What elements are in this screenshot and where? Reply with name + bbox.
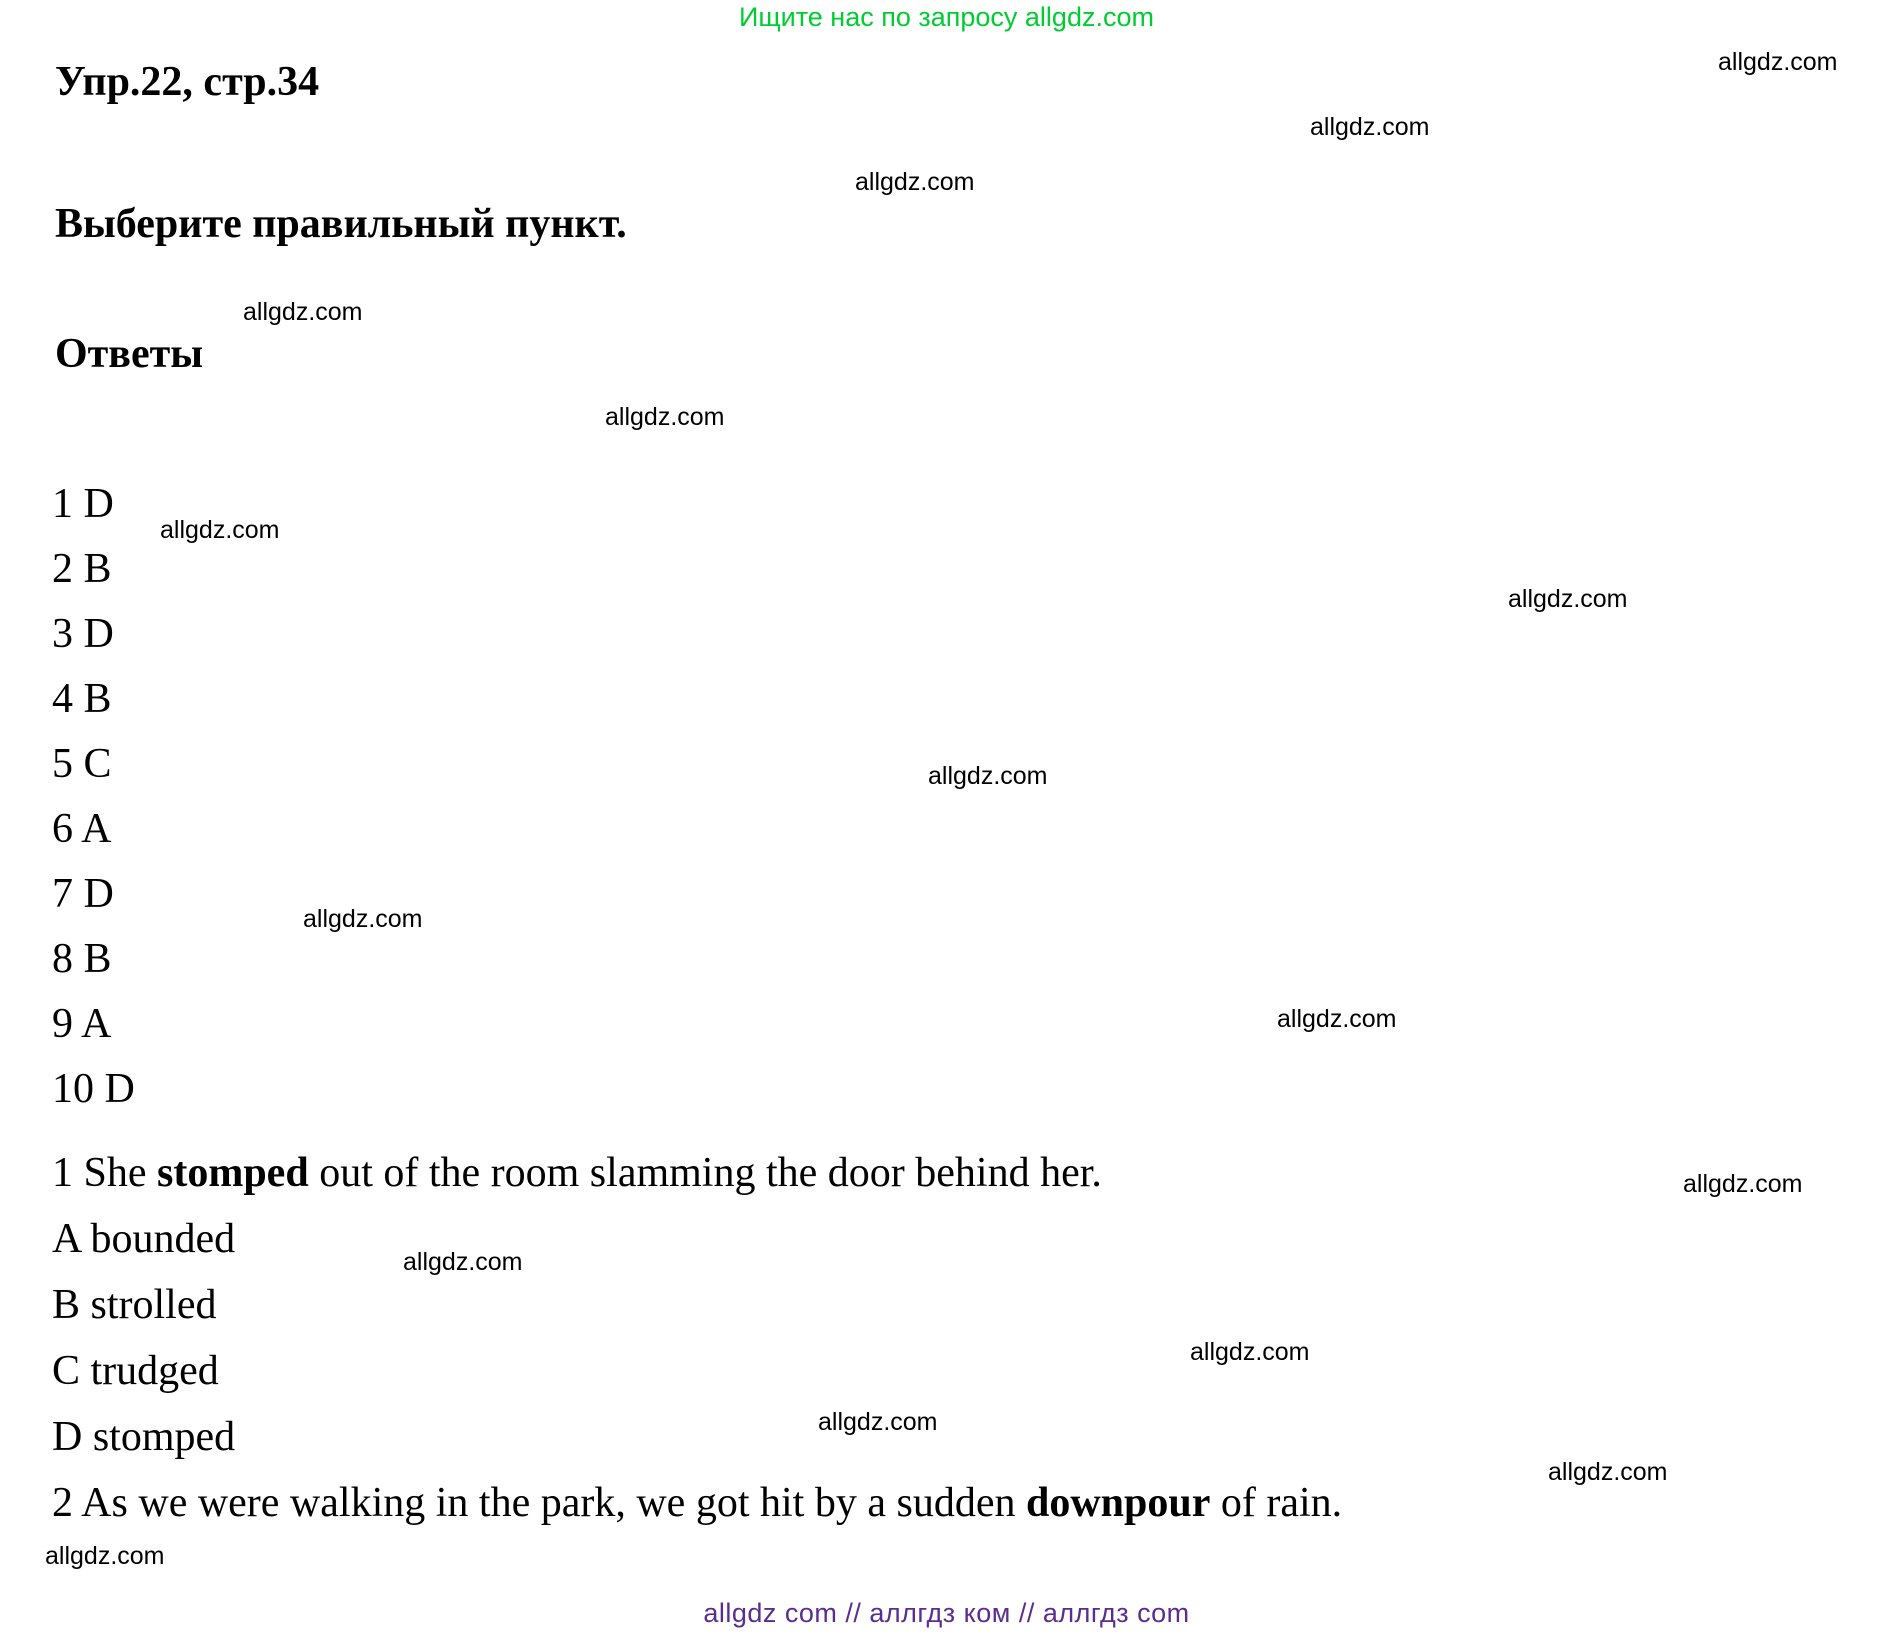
answer-item: 2 B [52,546,112,592]
answer-item: 4 B [52,676,112,722]
question-text-before: 1 She [52,1150,157,1196]
answer-item: 1 D [52,481,114,527]
answer-list [52,472,452,1122]
answers-heading: Ответы [55,331,204,377]
question-text-after: out of the room slamming the door behind her. [308,1150,1102,1196]
answer-item: 7 D [52,871,114,917]
watermark-text: allgdz.com [1310,113,1430,141]
watermark-text: allgdz.com [303,905,423,933]
task-instruction-heading: Выберите правильный пункт. [55,201,627,247]
watermark-text: allgdz.com [855,168,975,196]
answer-item: 10 D [52,1066,135,1112]
answer-item: 8 B [52,936,112,982]
question-text-after: of rain. [1210,1480,1343,1526]
question-keyword: downpour [1025,1480,1211,1526]
option-item: A bounded [52,1216,236,1262]
watermark-text: allgdz.com [1277,1005,1397,1033]
watermark-text: allgdz.com [605,403,725,431]
question-sentence [52,1470,1342,1536]
watermark-text: allgdz.com [1548,1458,1668,1486]
option-item: C trudged [52,1348,219,1394]
watermark-text: allgdz.com [818,1408,938,1436]
top-promo-banner: Ищите нас по запросу allgdz.com [739,2,1154,32]
page-title: Упр.22, стр.34 [55,59,320,105]
answer-item: 9 A [52,1001,112,1047]
bottom-promo-banner: allgdz com // аллгдз ком // аллгдз com [703,1598,1190,1628]
watermark-text: allgdz.com [928,762,1048,790]
option-item: B strolled [52,1282,217,1328]
watermark-text: allgdz.com [243,298,363,326]
question-sentence [52,1140,1102,1206]
watermark-text: allgdz.com [160,516,280,544]
watermark-text: allgdz.com [45,1542,165,1570]
question-keyword: stomped [157,1150,309,1196]
watermark-text: allgdz.com [1718,48,1838,76]
question-block-1 [52,1140,1102,1470]
answer-item: 3 D [52,611,114,657]
option-item: D stomped [52,1414,236,1460]
question-text-before: 2 As we were walking in the park, we got hit by a sudden [52,1480,1026,1526]
answer-item: 6 A [52,806,112,852]
watermark-text: allgdz.com [1508,585,1628,613]
question-block-2 [52,1470,1342,1536]
answer-item: 5 C [52,741,112,787]
watermark-text: allgdz.com [1190,1338,1310,1366]
watermark-text: allgdz.com [403,1248,523,1276]
watermark-text: allgdz.com [1683,1170,1803,1198]
